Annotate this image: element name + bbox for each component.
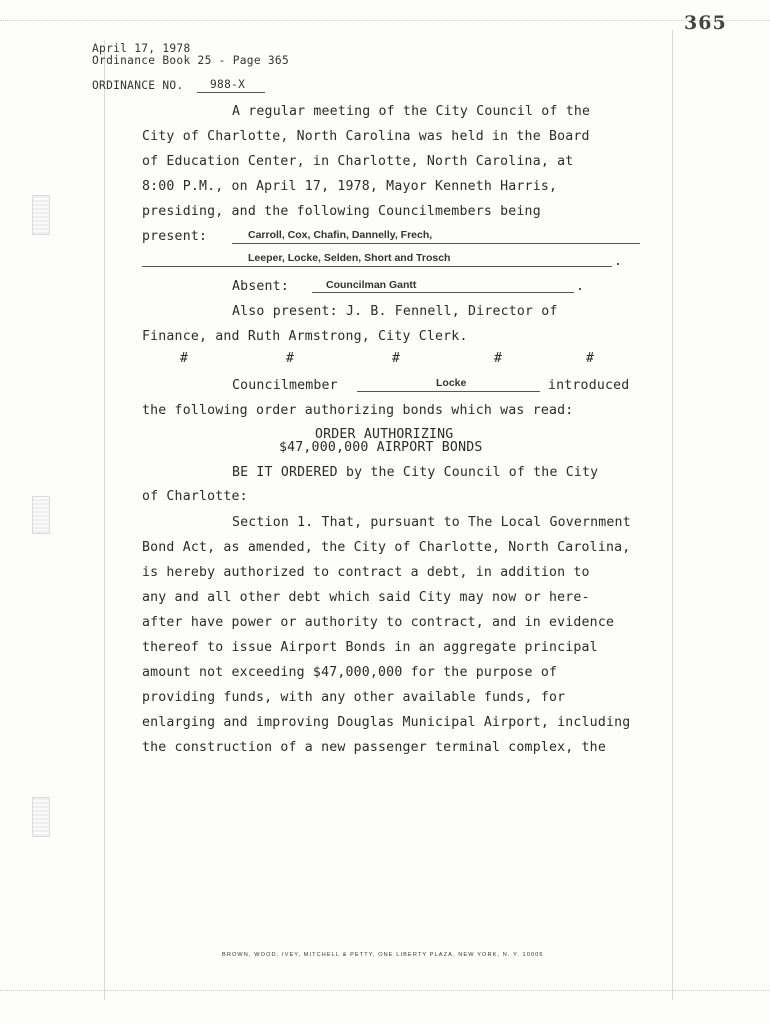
separator-mark: # (180, 351, 189, 366)
present-members-line2: Leeper, Locke, Selden, Short and Trosch (248, 252, 451, 264)
page-number: 365 (684, 12, 727, 34)
section-line: Bond Act, as amended, the City of Charlotte, North Carolina, (142, 540, 631, 555)
preamble-line: of Education Center, in Charlotte, North Carolina, at (142, 154, 574, 169)
scan-mark (32, 496, 50, 534)
edge-line (0, 20, 770, 21)
separator-mark: # (286, 351, 295, 366)
ordinance-number-line (197, 92, 265, 93)
scan-mark (32, 195, 50, 235)
edge-line (0, 990, 770, 991)
header-date: April 17, 1978 (92, 42, 191, 55)
scan-mark (32, 797, 50, 837)
ordered-line: of Charlotte: (142, 489, 248, 504)
member-fill-line (357, 391, 540, 392)
preamble-line: presiding, and the following Councilmembers being (142, 204, 541, 219)
introducing-member: Locke (436, 377, 467, 389)
section-line: is hereby authorized to contract a debt, in addition to (142, 565, 590, 580)
introduction-label: Councilmember (232, 378, 338, 393)
introduction-suffix: introduced (548, 378, 630, 393)
section-line: amount not exceeding $47,000,000 for the purpose of (142, 665, 558, 680)
ordinance-number: 988-X (210, 78, 246, 91)
ordered-line: BE IT ORDERED by the City Council of the City (232, 465, 599, 480)
absent-value: Councilman Gantt (326, 279, 417, 291)
margin-line (672, 30, 673, 1000)
introduction-line: the following order authorizing bonds which was read: (142, 403, 574, 418)
book-reference: Ordinance Book 25 - Page 365 (92, 54, 289, 67)
present-fill-line (232, 243, 640, 244)
margin-line (104, 40, 105, 1000)
preamble-line: City of Charlotte, North Carolina was held in the Board (142, 129, 590, 144)
present-fill-line (142, 266, 612, 267)
present-label: present: (142, 229, 208, 244)
separator-mark: # (494, 351, 503, 366)
order-title-line1: ORDER AUTHORIZING (315, 427, 454, 442)
absent-label: Absent: (232, 279, 289, 294)
section-line: after have power or authority to contract, and in evidence (142, 615, 615, 630)
section-line: providing funds, with any other available funds, for (142, 690, 566, 705)
absent-fill-line (312, 292, 574, 293)
present-members-line1: Carroll, Cox, Chafin, Dannelly, Frech, (248, 229, 433, 241)
also-present-line: Also present: J. B. Fennell, Director of (232, 304, 558, 319)
printer-imprint: BROWN, WOOD, IVEY, MITCHELL & PETTY, ONE LIBERTY PLAZA, NEW YORK, N. Y. 10006 (222, 952, 544, 958)
also-present-line: Finance, and Ruth Armstrong, City Clerk. (142, 329, 468, 344)
section-line: enlarging and improving Douglas Municipal Airport, including (142, 715, 631, 730)
separator-mark: # (392, 351, 401, 366)
section-line: Section 1. That, pursuant to The Local Government (232, 515, 631, 530)
section-line: any and all other debt which said City may now or here- (142, 590, 590, 605)
preamble-line: 8:00 P.M., on April 17, 1978, Mayor Kenneth Harris, (142, 179, 558, 194)
period: . (614, 254, 623, 269)
preamble-line: A regular meeting of the City Council of the (232, 104, 591, 119)
section-line: the construction of a new passenger terminal complex, the (142, 740, 606, 755)
section-line: thereof to issue Airport Bonds in an aggregate principal (142, 640, 598, 655)
order-title-line2: $47,000,000 AIRPORT BONDS (279, 440, 483, 455)
period: . (576, 279, 585, 294)
separator-mark: # (586, 351, 595, 366)
ordinance-label: ORDINANCE NO. (92, 79, 184, 92)
